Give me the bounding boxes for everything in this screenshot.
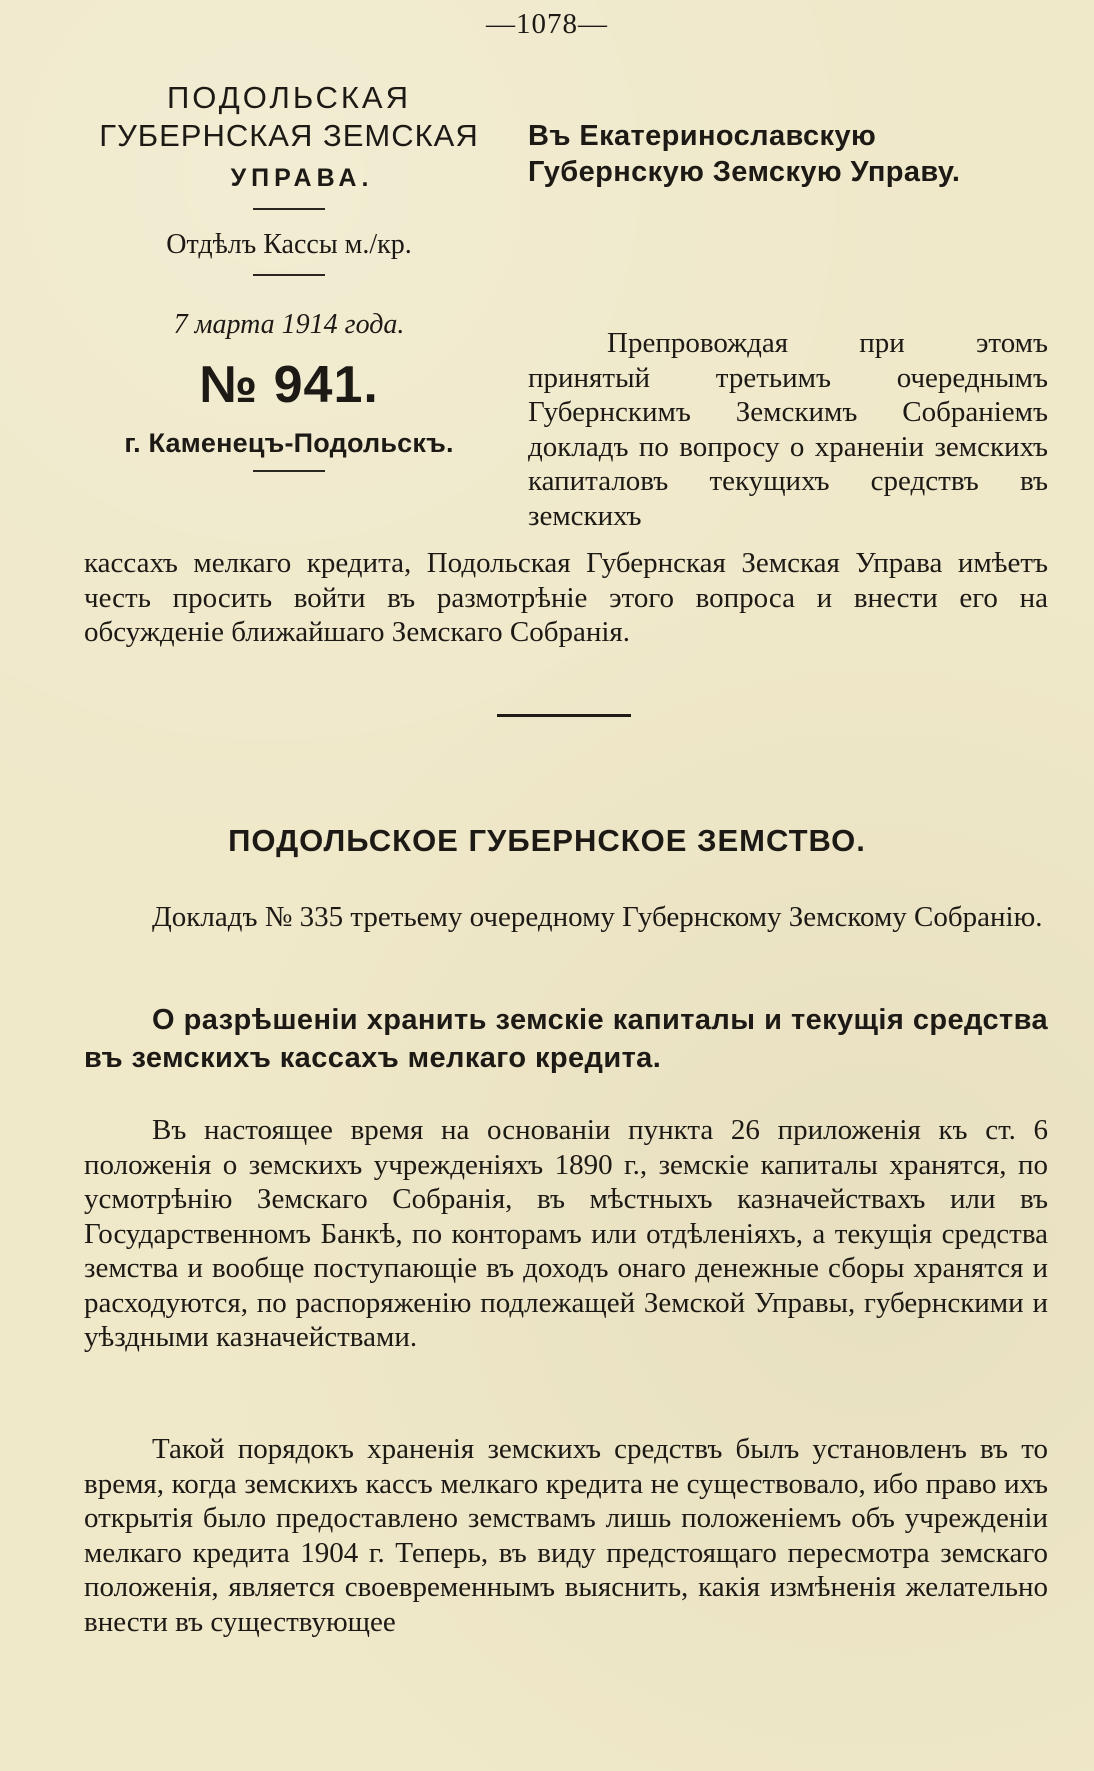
office-name-line-2: ГУБЕРНСКАЯ ЗЕМСКАЯ [99,118,479,153]
short-divider [253,470,325,472]
letter-date: 7 марта 1914 года. [173,309,405,340]
page-number: —1078— [486,8,608,40]
section-divider [497,714,631,717]
short-divider [253,208,325,210]
office-name-line-3: УПРАВА. [230,164,374,192]
resolution-title: О разрѣшеніи хранить земскіе капиталы и текущія средства въ земскихъ кассахъ мелкаго кредита. [84,1004,1048,1074]
addressee: Въ Екатеринославскую Губернскую Земскую Управу. [528,120,961,188]
sender-block [74,80,504,472]
letter-intro-text: Препровождая при этомъ принятый третьимъ очереднымъ Губернскимъ Земскимъ Собраніемъ докладъ по вопросу о храненіи земскихъ капиталовъ текущихъ средствъ въ земскихъ [528,327,1048,532]
office-name-line-1: ПОДОЛЬСКАЯ [167,80,411,115]
short-divider [253,274,325,276]
report-paragraph-1: Въ настоящее время на основаніи пункта 26 приложенія къ ст. 6 положенія о земскихъ учрежденіяхъ 1890 г., земскіе капиталы хранятся, по усмотрѣнію Земскаго Собранія, въ мѣстныхъ казначействахъ или въ Государственномъ Банкѣ, по конторамъ или отдѣленіяхъ, а текущія средства земства и вообще поступающіе въ доходъ онаго денежные сборы хранятся и расходуются, по распоряженію подлежащей Земской Управы, губернскими и уѣздными казначействами. [84,1114,1048,1353]
department-label: Отдѣлъ Кассы м./кр. [166,229,412,260]
report-paragraph-2: Такой порядокъ храненія земскихъ средствъ былъ установленъ въ то время, когда земскихъ кассъ мелкаго кредита не существовало, ибо право ихъ открытія было предоставлено земствамъ лишь положеніемъ объ учрежденіи мелкаго кредита 1904 г. Теперь, въ виду предстоящаго пересмотра земскаго положенія, является своевременнымъ выяснить, какія измѣненія желательно внести въ существующее [84,1433,1048,1638]
letter-continuation-text: кассахъ мелкаго кредита, Подольская Губернская Земская Управа имѣетъ честь просить войти въ размотрѣніе этого вопроса и внести его на обсужденіе ближайшаго Земскаго Собранія. [84,547,1048,648]
section-heading: ПОДОЛЬСКОЕ ГУБЕРНСКОЕ ЗЕМСТВО. [228,823,866,858]
letter-number: № 941. [199,356,379,414]
report-title: Докладъ № 335 третьему очередному Губернскому Земскому Собранію. [152,901,1043,933]
city-name: г. Каменецъ-Подольскъ. [124,428,454,458]
